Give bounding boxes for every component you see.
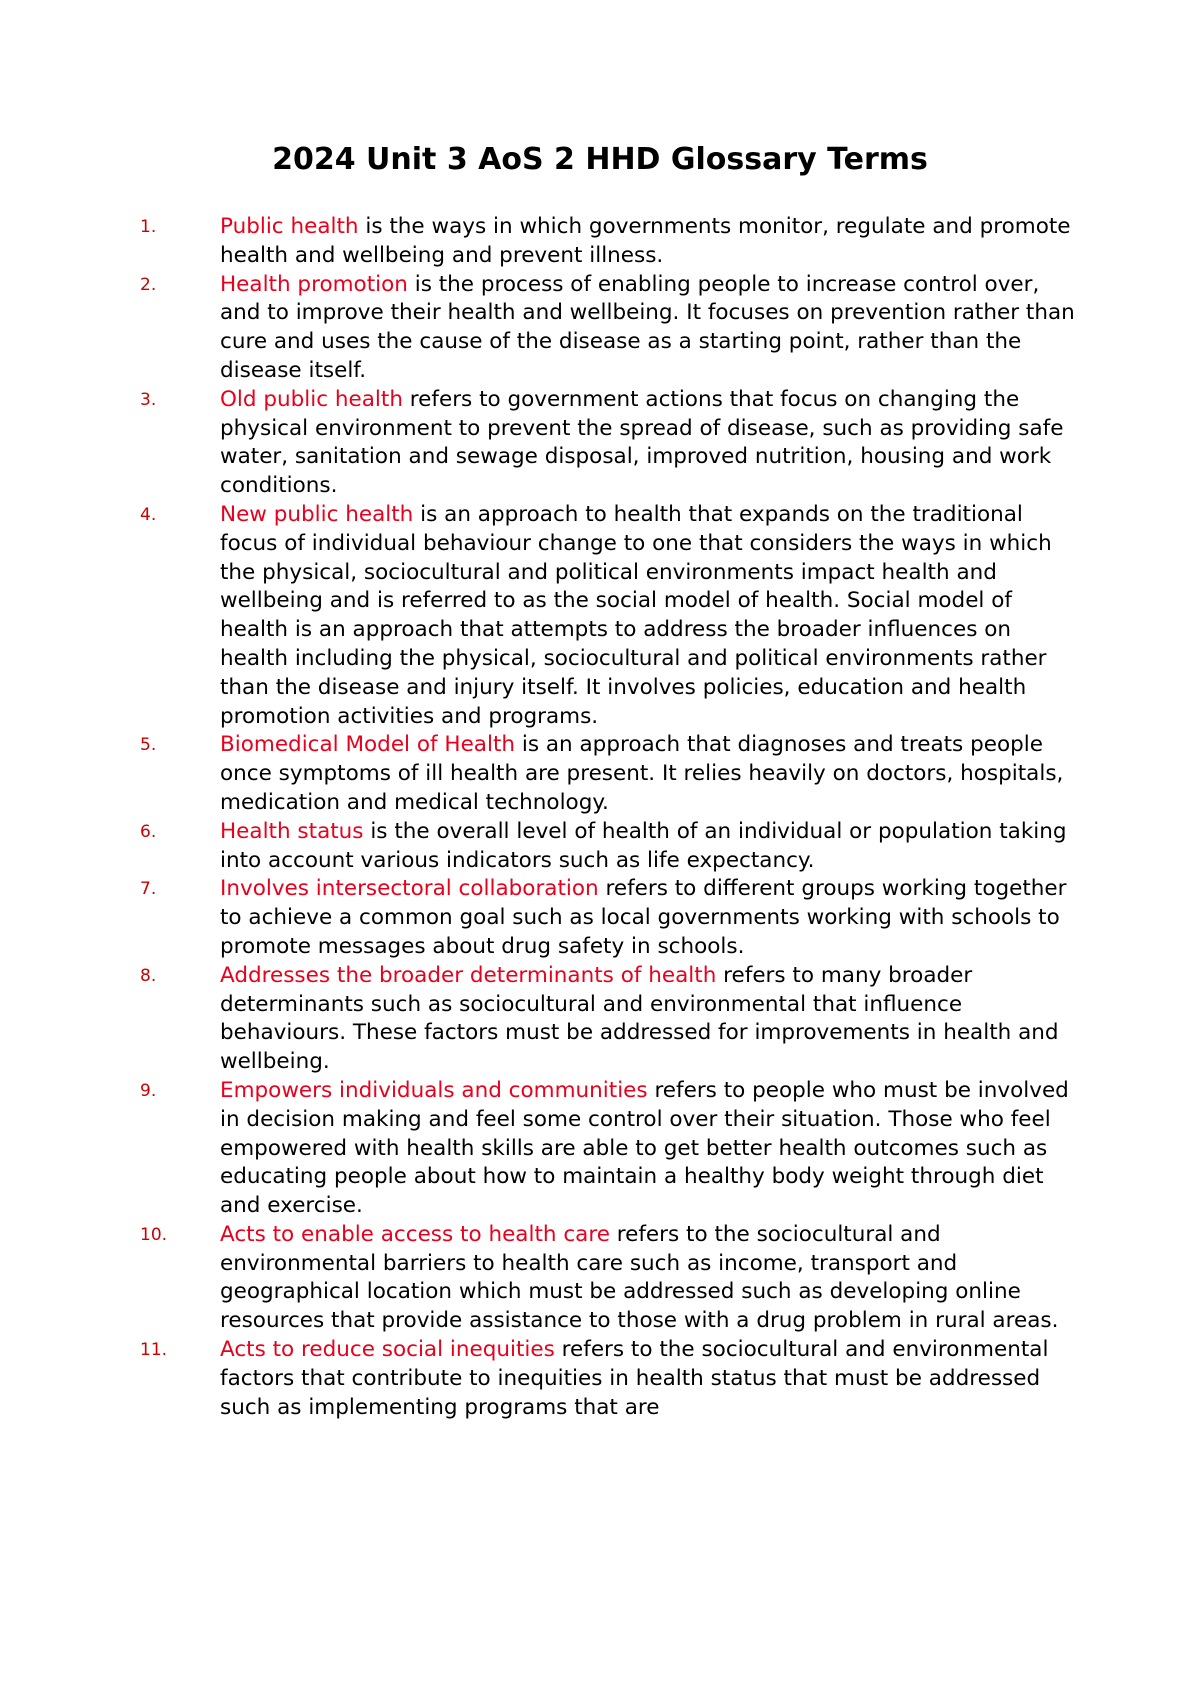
entry-number: 1. [140, 217, 157, 237]
glossary-entry [140, 962, 1080, 1077]
entry-number: 6. [140, 821, 157, 842]
entry-number: 5. [140, 735, 157, 756]
glossary-definition: refers to different groups working together to achieve a common goal such as local governments working with schools to promote messages about drug safety in schools. [220, 876, 1067, 959]
glossary-entry [140, 875, 1080, 961]
entry-number: 9. [140, 1080, 157, 1101]
entry-number: 3. [140, 389, 157, 410]
glossary-definition: refers to the sociocultural and environmental barriers to health care such as income, transport and geographical location which must be addressed such as developing online resources that provide assistance to those with a drug problem in rural areas. [220, 1221, 1059, 1334]
glossary-list [140, 213, 1080, 1422]
glossary-definition: is the ways in which governments monitor, regulate and promote health and wellbeing and prevent illness. [220, 214, 1071, 268]
glossary-term: Acts to enable access to health care [220, 1221, 610, 1247]
glossary-entry [140, 501, 1080, 731]
glossary-definition: refers to many broader determinants such as sociocultural and environmental that influence behaviours. These factors must be addressed for improvements in health and wellbeing. [220, 962, 1059, 1075]
document-title: 2024 Unit 3 AoS 2 HHD Glossary Terms [272, 142, 928, 177]
entry-number: 7. [140, 879, 157, 900]
glossary-definition: is the process of enabling people to increase control over, and to improve their health and wellbeing. It focuses on prevention rather than cure and uses the cause of the disease as a starting point, rather than the disease itself. [220, 271, 1075, 383]
glossary-entry [140, 1221, 1080, 1336]
glossary-term: Addresses the broader determinants of health [220, 962, 717, 988]
glossary-definition: is the overall level of health of an individual or population taking into account various indicators such as life expectancy. [220, 818, 1067, 873]
entry-number: 11. [140, 1340, 168, 1361]
glossary-entry [140, 386, 1080, 501]
glossary-entry [140, 271, 1080, 386]
glossary-term: New public health [220, 501, 414, 527]
glossary-definition: is an approach that diagnoses and treats people once symptoms of ill health are present. It relies heavily on doctors, hospitals, medication and medical technology. [220, 732, 1064, 815]
glossary-term: Involves intersectoral collaboration [220, 876, 599, 902]
glossary-entry [140, 731, 1080, 817]
glossary-definition: is an approach to health that expands on the traditional focus of individual behaviour change to one that considers the ways in which the physical, sociocultural and political environments impact health and wellbeing and is referred to as the social model of health. Social model of health is an approach that attempts to address the broader influences on health including the physical, sociocultural and political environments rather than the disease and injury itself. It involves policies, education and health promotion activities and programs. [220, 501, 1052, 729]
entry-number: 10. [140, 1224, 168, 1245]
entry-number: 4. [140, 504, 157, 525]
glossary-term: Empowers individuals and communities [220, 1077, 648, 1103]
glossary-entry [140, 1336, 1080, 1422]
glossary-entry [140, 818, 1080, 876]
glossary-definition: refers to the sociocultural and environmental factors that contribute to inequities in health status that must be addressed such as implementing programs that are [220, 1337, 1049, 1420]
glossary-entry [140, 1077, 1080, 1221]
entry-number: 2. [140, 274, 157, 295]
glossary-term: Biomedical Model of Health [220, 732, 516, 758]
glossary-term: Health promotion [220, 271, 408, 297]
glossary-term: Old public health [220, 386, 403, 412]
glossary-definition: refers to government actions that focus on changing the physical environment to prevent the spread of disease, such as providing safe water, sanitation and sewage disposal, improved nutrition, housing and work conditions. [220, 386, 1064, 499]
glossary-term: Public health [220, 214, 359, 239]
entry-number: 8. [140, 965, 157, 986]
glossary-term: Acts to reduce social inequities [220, 1337, 555, 1363]
glossary-definition: refers to people who must be involved in decision making and feel some control over their situation. Those who feel empowered with health skills are able to get better health outcomes such as educating people about how to maintain a healthy body weight through diet and exercise. [220, 1077, 1069, 1219]
glossary-entry [140, 213, 1080, 271]
glossary-term: Health status [220, 818, 364, 844]
